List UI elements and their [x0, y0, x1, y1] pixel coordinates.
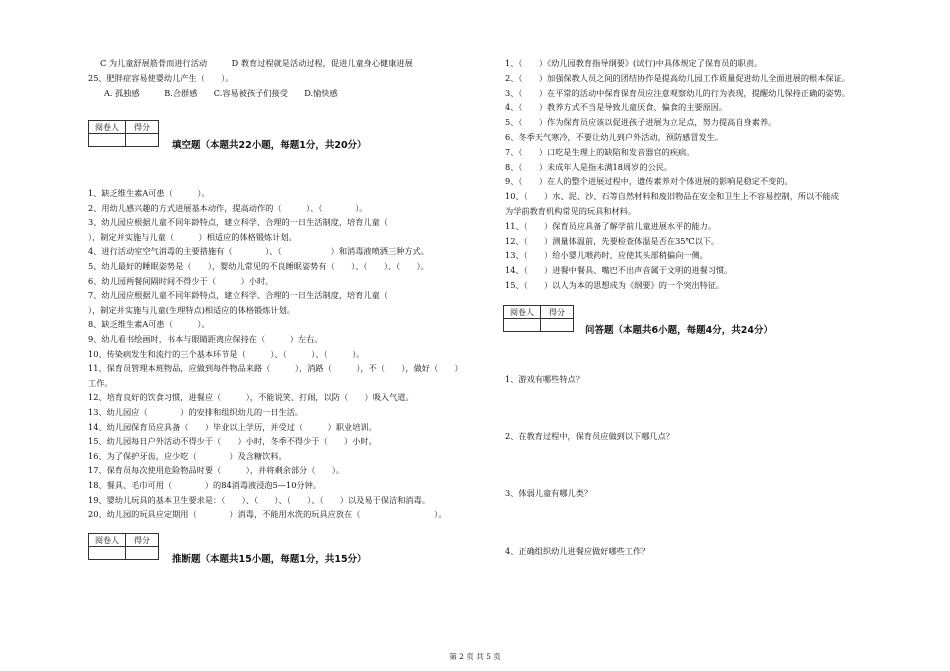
score-box-qa	[503, 305, 574, 332]
score-box-cell[interactable]	[541, 319, 574, 332]
judge-question: 6、冬季天气寒冷，不要让幼儿到户外活动，预防感冒发生。	[505, 132, 724, 142]
choice-options-25: A. 孤独感 B.合群感 C.容易被孩子们接受 D.愉快感	[104, 88, 338, 98]
fill-question: 19、婴幼儿玩具的基本卫生要求是：（ ）、（ ）、（ ）、（ ）以及易于保洁和消毒。	[88, 494, 430, 505]
fill-question: 17、保育员每次使用危险物品时要（ ），并将剩余部分（ ）。	[88, 465, 345, 476]
judge-question: 2、（ ）加强保教人员之间的团结协作是提高幼儿园工作质量促进幼儿全面进展的根本保证。	[505, 72, 850, 83]
judge-question: 7、（ ）口吃是生理上的缺陷和发音器官的疾病。	[505, 146, 695, 157]
fill-question: 18、餐具、毛巾可用（ ）的84消毒液浸泡5—10分钟。	[88, 480, 321, 490]
judge-question: 13、（ ）给小婴儿喂药时，应使其头部稍偏向一侧。	[505, 250, 708, 261]
fill-question: 13、幼儿园应（ ）的安排和组织幼儿的一日生活。	[88, 407, 304, 417]
judge-section-title: 推断题（本题共15小题，每题1分，共15分）	[172, 554, 367, 565]
score-box-label-score: 得分	[541, 306, 574, 319]
score-box-label-score: 得分	[126, 534, 159, 547]
score-box-cell[interactable]	[89, 134, 126, 147]
fill-question: 14、幼儿园保育员应具备（ ）毕业以上学历，并受过（ ）职业培训。	[88, 421, 377, 432]
judge-question: 8、（ ）未成年人是指未满18周岁的公民。	[505, 161, 673, 172]
score-box-label-score: 得分	[126, 121, 159, 134]
qa-section-title: 问答题（本题共6小题，每题4分，共24分）	[585, 325, 773, 336]
judge-question: 1、（ ）《幼儿园教育指导纲要》(试行)中具体规定了保育员的职责。	[505, 58, 763, 68]
fill-question: 15、幼儿园每日户外活动不得少于（ ）小时，冬季不得少于（ ）小时。	[88, 436, 377, 447]
score-box-fill	[88, 120, 159, 147]
score-box-label-grader: 阅卷人	[504, 306, 541, 319]
fill-question: 6、幼儿园两餐间隔时间不得少于（ ）小时。	[88, 275, 274, 286]
judge-question: 14、（ ）进餐中餐具、嘴巴不出声音属于文明的进餐习惯。	[505, 265, 733, 276]
choice-option-line: C 为儿童舒展筋骨而进行活动 D 教育过程就是活动过程，促进儿童身心健康进展	[100, 58, 413, 68]
score-box-label-grader: 阅卷人	[89, 534, 126, 547]
judge-question: 5、（ ）作为保育员应该以促进孩子进展为立足点，努力提高自身素养。	[505, 117, 777, 128]
fill-question: 1、缺乏维生素A可患（ ）。	[88, 188, 210, 198]
judge-question: 为学前教育机构常见的玩具和材料。	[505, 206, 637, 216]
fill-question: 12、培育良好的饮食习惯，进餐应（ ），不能说笑、打闹，以防（ ）吸入气道。	[88, 392, 414, 403]
qa-question: 2、在教育过程中，保育员应做到以下哪几点？	[505, 431, 674, 441]
fill-question: 16、为了保护牙齿，应少吃（ ）及含糖饮料。	[88, 450, 287, 461]
fill-section-title: 填空题（本题共22小题，每题1分，共20分）	[172, 140, 367, 151]
fill-question: ），制定并实施与儿童（ ）相适应的体格锻炼计划。	[88, 231, 297, 242]
judge-question: 9、（ ）在人的整个进展过程中，遗传素养对个体进展的影响是稳定不变的。	[505, 176, 793, 187]
score-box-judge	[88, 533, 159, 560]
fill-question: 2、用幼儿感兴趣的方式进展基本动作，提高动作的（ ）、（ ）。	[88, 202, 368, 213]
judge-question: 12、（ ）测量体温前，先要检查体温是否在35℃以下。	[505, 235, 720, 246]
fill-question: 3、幼儿园应根据儿童不同年龄特点，建立科学、合理的一日生活制度，培育儿童（	[88, 217, 388, 228]
fill-question: 9、幼儿看书绘画时，书本与眼睛距离应保持在（ ）左右。	[88, 334, 323, 344]
fill-question: 20、幼儿园的玩具应定期用（ ）消毒，不能用水洗的玩具应放在（ ）。	[88, 509, 447, 520]
score-box-cell[interactable]	[89, 547, 126, 560]
score-box-label-grader: 阅卷人	[89, 121, 126, 134]
fill-question: ），制定并实施与儿童(生理特点)相适应的体格锻炼计划。	[88, 304, 295, 315]
judge-question: 11、（ ）保育员应具备了解学前儿童进展水平的能力。	[505, 220, 717, 231]
qa-question: 3、体弱儿童有哪儿类？	[505, 488, 593, 498]
qa-question: 4、正确组织幼儿进餐应做好哪些工作？	[505, 546, 650, 556]
score-box-cell[interactable]	[126, 134, 159, 147]
fill-question: 5、幼儿最好的睡眠姿势是（ ），婴幼儿常见的不良睡眠姿势有（ ）、（ ）、（ ）。	[88, 261, 429, 271]
judge-question: 3、（ ）在平常的活动中保育保育员应注意观察幼儿的行为表现，提醒幼儿保持正确的姿势。	[505, 87, 850, 98]
judge-question: 4、（ ）教养方式不当是导致儿童厌食、偏食的主要原因。	[505, 102, 728, 113]
score-box-cell[interactable]	[126, 547, 159, 560]
fill-question: 7、幼儿园应根据儿童不同年龄特点，建立科学、合理的一日生活制度，培育儿童（	[88, 290, 388, 301]
judge-question: 10、（ ）水、泥、沙、石等自然材料和废旧物品在安全和卫生上不容易控制，所以不能成	[505, 191, 839, 202]
fill-question: 8、缺乏维生素A可患（ ）。	[88, 319, 210, 330]
fill-question: 4、进行活动室空气消毒的主要措施有（ ）、（ ）和消毒液喷洒三种方式。	[88, 246, 429, 257]
page-footer: 第 2 页 共 5 页	[449, 652, 501, 661]
judge-question: 15、（ ）以人为本的思想成为《纲要》的一个突出特征。	[505, 280, 725, 290]
qa-question: 1、游戏有哪些特点？	[505, 374, 584, 384]
choice-question-25: 25、肥胖症容易使婴幼儿产生（ ）。	[88, 73, 234, 83]
score-box-cell[interactable]	[504, 319, 541, 332]
fill-question: 10、传染病发生和流行的三个基本环节是（ ）、（ ）、（ ）。	[88, 348, 365, 359]
fill-question: 工作。	[88, 377, 113, 388]
fill-question: 11、保育员管理本班物品，应做到每件物品来路（ ），消路（ ），不（ ），做好（ ）	[88, 363, 463, 374]
